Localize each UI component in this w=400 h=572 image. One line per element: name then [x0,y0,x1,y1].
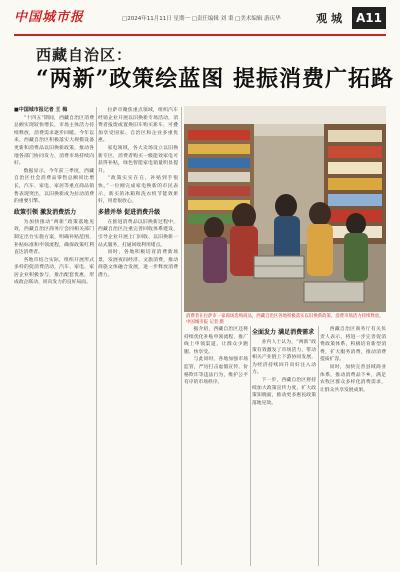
paragraph: 同时，加快完善县域商业体系，推动消费品下乡，满足农牧区群众多样化消费需求，让群众共享发展成果。 [320,364,386,393]
photo-caption: 消费者在拉萨市一家商场选购商品，西藏自治区各地积极落实以旧换新政策，消费市场活力持续释放。 中国城市报 记者 摄 [186,314,384,325]
paragraph: 家电领域，各大卖场设立以旧换新专区，消费者购买一级能效家电可获得补贴，绿色智能家电销量明显提升。 [98,145,178,174]
paragraph: 同时，各地积极培育消费新场景，发展夜间经济、文旅消费，推动商旅文体融合发展，进一步释放消费潜力。 [98,250,178,278]
section-heading: 政策引领 激发消费活力 [14,208,77,216]
paragraph: “政策实实在在，补贴到手很快。”一位刚完成家电换新的市民表示，新买的冰箱和洗衣机节能效果好，用着很放心。 [98,176,178,205]
paragraph: 业内人士认为，“两新”政策有效激发了市场活力，带动相关产业链上下游协同发展，为经济持续回升向好注入动力。 [252,340,316,376]
paragraph: 拉萨市聚焦重点领域，组织汽车经销企业开展以旧换新专场活动，消费者报废或置换旧车购买新车，可叠加享受国家、自治区和企业多重优惠。 [98,108,178,144]
column-divider [96,107,97,565]
section-heading: 全面发力 满足消费需求 [252,329,315,336]
section-heading: 多措并举 促进消费升级 [98,208,161,216]
paragraph: 数据显示，今年前三季度，西藏自治区社会消费品零售总额同比增长，汽车、家电、家居等重点商品销售表现突出，以旧换新成为拉动消费的重要引擎。 [14,168,94,205]
article-column-1 [14,107,94,565]
byline: ■中国城市报记者 王 梅 [14,107,68,113]
issue-meta: □2024年11月11日 星期一 □责任编辑 刘 秉 □美术编辑 游庆华 [122,16,281,22]
newspaper-logo: 中国城市报 [14,10,85,25]
paragraph: 为加快推动“两新”政策落地见效，西藏自治区商务厅会同相关部门制定出台实施方案，明确补贴范围、补贴标准和申领流程，确保政策红利直达消费者。 [14,219,94,256]
paragraph: 各地市结合实际，组织开展形式多样的促消费活动，汽车、家电、家居企业积极参与，推出配套优惠，形成政企联动、同向发力的良好局面。 [14,257,94,286]
column-divider [318,326,319,566]
section-name: 观 城 [316,12,342,25]
column-divider [181,107,182,565]
news-photo-supermarket [184,106,386,312]
paragraph: 与此同时，各地加强市场监管，严厉打击虚假宣传、价格欺诈等违法行为，维护公平有序的市场秩序。 [184,357,248,386]
article-column-2 [98,107,178,565]
paragraph: 据介绍，西藏自治区还将持续优化补贴申领流程，推广线上申领渠道，让群众少跑腿、快享受。 [184,327,248,355]
column-divider [250,326,251,566]
paragraph: 西藏自治区商务厅有关负责人表示，将进一步完善促消费政策体系，积极培育新型消费，扩大服务消费，推动消费提质扩容。 [320,327,386,363]
headline-kicker: 西藏自治区： [36,46,133,64]
article-column-5 [320,326,386,566]
paragraph: 在推进消费品以旧换新过程中，西藏自治区注重完善回收体系建设，引导企业开展上门回收、以旧换新一站式服务，打通回收利用堵点。 [98,219,178,248]
masthead-accent-bar [14,34,54,36]
paragraph: “十四五”期间，西藏自治区消费总额实现较快增长，市场主体活力持续释放，消费需求逐步回暖。今年以来，西藏自治区积极落实大规模设备更新和消费品以旧换新政策，推动各地各部门协同发力，消费市场持续向好。 [14,115,94,167]
article-column-4 [252,326,316,566]
article-column-3 [184,326,248,566]
masthead [14,6,386,36]
paragraph: 下一步，西藏自治区将持续加大政策宣传力度，扩大政策知晓面，推动更多惠民政策落地见效。 [252,377,316,406]
page-number: A11 [352,7,386,29]
headline: “两新”政策绘蓝图 提振消费广拓路 [36,66,394,92]
